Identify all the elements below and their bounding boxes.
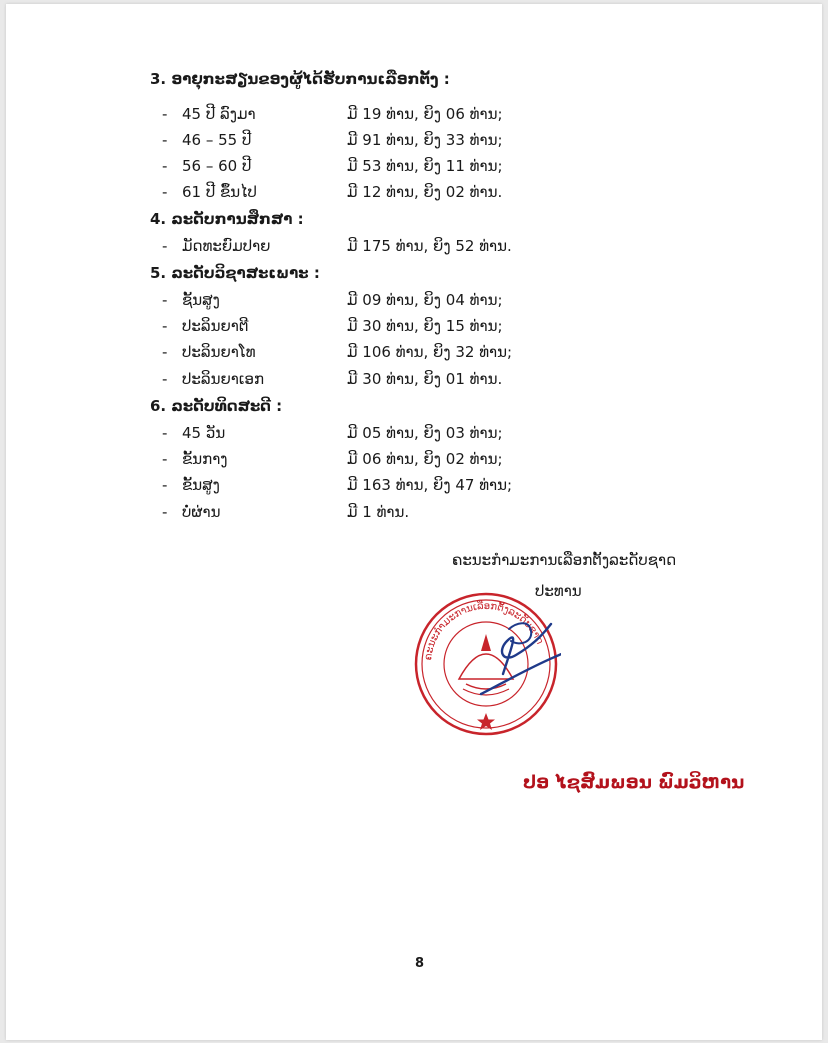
svg-text:ຄະນະກຳມະການເລືອກຕັ້ງລະດັບຊາດ: ຄະນະກຳມະການເລືອກຕັ້ງລະດັບຊາດ — [423, 600, 545, 661]
item-value: ມີ 06 ທ່ານ, ຍິງ 02 ທ່ານ; — [347, 450, 503, 468]
item-value: ມີ 91 ທ່ານ, ຍິງ 33 ທ່ານ; — [347, 131, 503, 149]
bullet-dash: - — [162, 450, 168, 468]
item-label: ມັດທະຍົມປາຍ — [182, 237, 271, 255]
item-label: 46 – 55 ປີ — [182, 131, 252, 149]
item-value: ມີ 05 ທ່ານ, ຍິງ 03 ທ່ານ; — [347, 424, 503, 442]
section-heading-specialization: 5. ລະດັບວິຊາສະເພາະ : — [150, 264, 320, 282]
item-label: 45 ປີ ລົງມາ — [182, 105, 256, 123]
document-page — [6, 4, 822, 1040]
official-seal-icon — [411, 589, 561, 739]
bullet-dash: - — [162, 183, 168, 201]
bullet-dash: - — [162, 343, 168, 361]
signer-role: ປະທານ — [535, 582, 582, 600]
bullet-dash: - — [162, 291, 168, 309]
item-label: 61 ປີ ຂຶ້ນໄປ — [182, 183, 257, 201]
item-label: ປະລິນຍາຕີ — [182, 317, 249, 335]
item-value: ມີ 19 ທ່ານ, ຍິງ 06 ທ່ານ; — [347, 105, 503, 123]
item-label: ຂັ້ນສູງ — [182, 476, 220, 494]
item-value: ມີ 12 ທ່ານ, ຍິງ 02 ທ່ານ. — [347, 183, 503, 201]
item-value: ມີ 30 ທ່ານ, ຍິງ 01 ທ່ານ. — [347, 370, 503, 388]
item-label: 56 – 60 ປີ — [182, 157, 252, 175]
section-heading-theory: 6. ລະດັບທິດສະດີ : — [150, 397, 283, 415]
bullet-dash: - — [162, 503, 168, 521]
item-value: ມີ 1 ທ່ານ. — [347, 503, 410, 521]
bullet-dash: - — [162, 317, 168, 335]
item-label: ປະລິນຍາເອກ — [182, 370, 265, 388]
bullet-dash: - — [162, 424, 168, 442]
bullet-dash: - — [162, 157, 168, 175]
page-number: 8 — [415, 956, 425, 971]
item-value: ມີ 163 ທ່ານ, ຍິງ 47 ທ່ານ; — [347, 476, 513, 494]
section-heading-age: 3. ອາຍຸກະສຽນຂອງຜູ້ໄດ້ຮັບການເລືອກຕັ້ງ : — [150, 70, 450, 88]
item-label: 45 ວັນ — [182, 424, 226, 442]
bullet-dash: - — [162, 370, 168, 388]
bullet-dash: - — [162, 105, 168, 123]
item-label: ບໍ່ຜ່ານ — [182, 503, 221, 521]
bullet-dash: - — [162, 237, 168, 255]
bullet-dash: - — [162, 131, 168, 149]
item-label: ປະລິນຍາໂທ — [182, 343, 256, 361]
organization-name: ຄະນະກຳມະການເລືອກຕັ້ງລະດັບຊາດ — [452, 551, 677, 569]
item-value: ມີ 106 ທ່ານ, ຍິງ 32 ທ່ານ; — [347, 343, 513, 361]
item-value: ມີ 175 ທ່ານ, ຍິງ 52 ທ່ານ. — [347, 237, 512, 255]
signer-name: ປອ ໄຊສົມພອນ ພົມວິຫານ — [523, 772, 745, 793]
section-heading-education: 4. ລະດັບການສຶກສາ : — [150, 210, 304, 228]
item-label: ຂັ້ນກາງ — [182, 450, 228, 468]
bullet-dash: - — [162, 476, 168, 494]
item-value: ມີ 53 ທ່ານ, ຍິງ 11 ທ່ານ; — [347, 157, 503, 175]
item-label: ຊັ້ນສູງ — [182, 291, 220, 309]
item-value: ມີ 30 ທ່ານ, ຍິງ 15 ທ່ານ; — [347, 317, 503, 335]
item-value: ມີ 09 ທ່ານ, ຍິງ 04 ທ່ານ; — [347, 291, 503, 309]
